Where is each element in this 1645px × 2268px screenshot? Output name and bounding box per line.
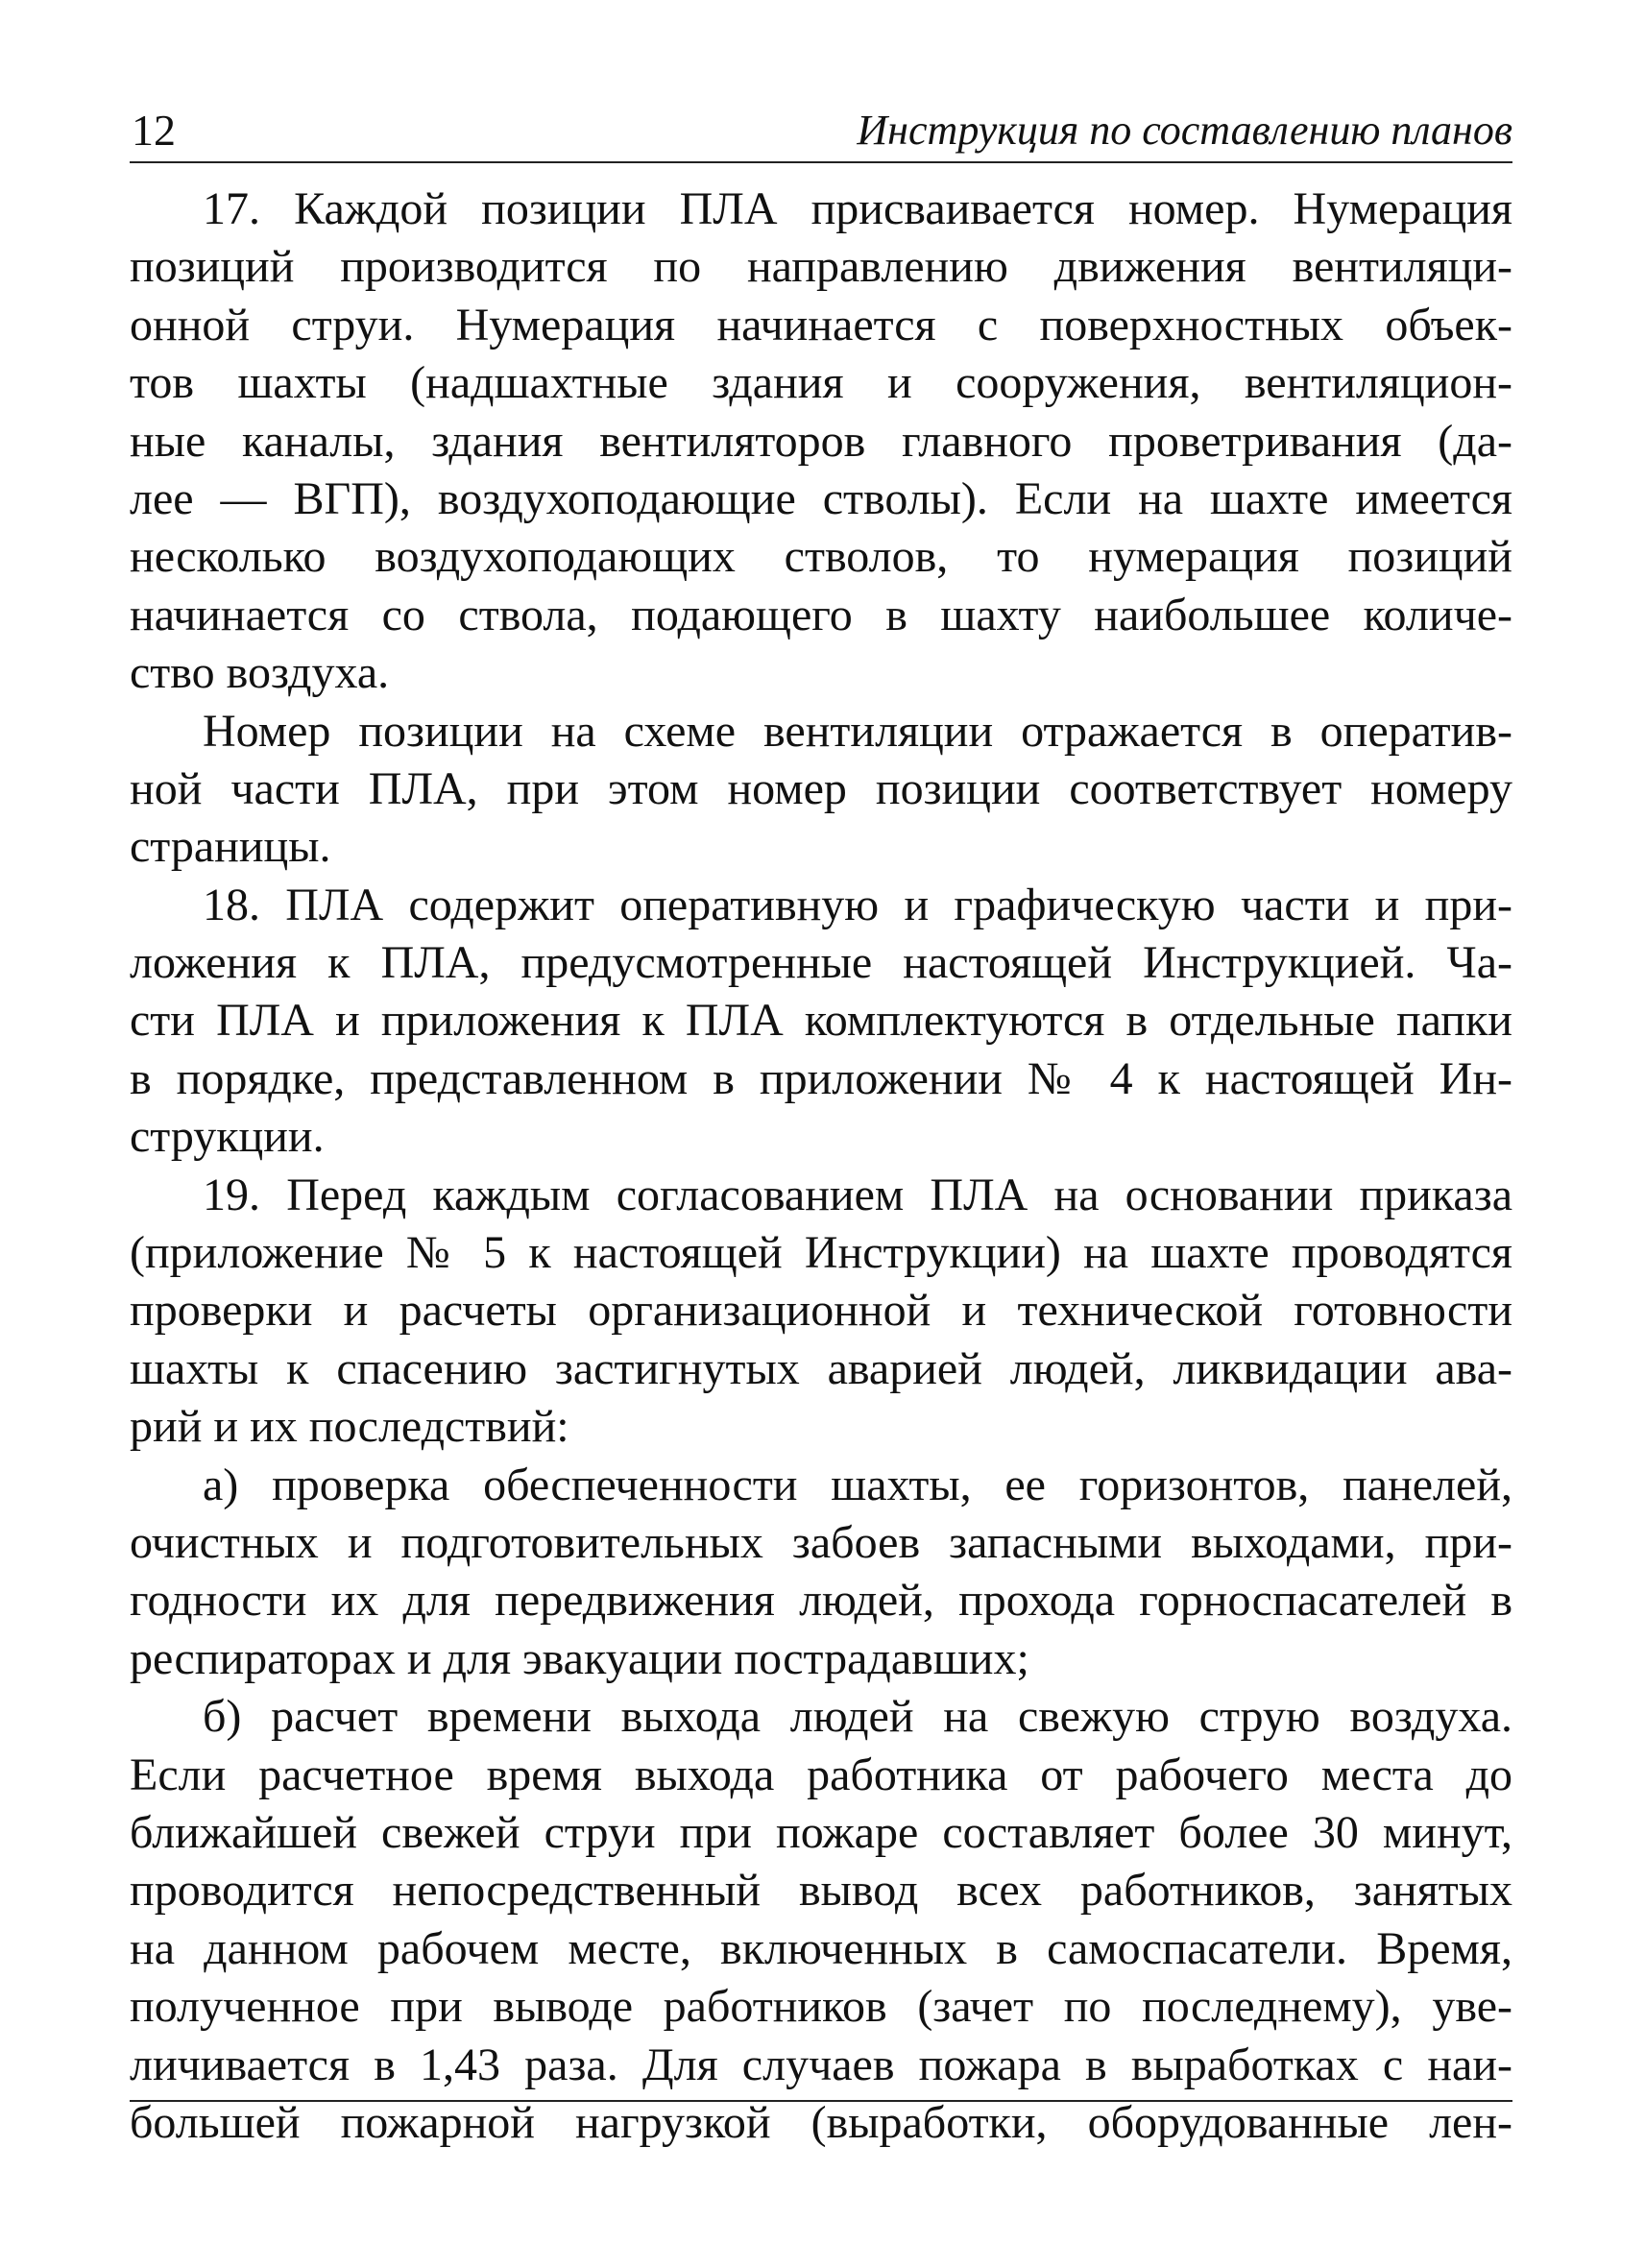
text-line: ство воздуха.: [130, 647, 390, 699]
text-line: 17. Каждой позиции ПЛА присваивается номер. Нумерация: [203, 183, 1512, 234]
text-line: начинается со ствола, подающего в шахту наибольшее количе-: [130, 589, 1512, 640]
text-line: шахты к спасению застигнутых аварией людей, ликвидации ава-: [130, 1342, 1512, 1394]
text-line: очистных и подготовительных забоев запасными выходами, при-: [130, 1516, 1512, 1568]
running-title: Инструкция по составлению планов: [857, 107, 1512, 154]
text-line: страницы.: [130, 821, 331, 873]
text-line: ближайшей свежей струи при пожаре составляет более 30 минут,: [130, 1806, 1512, 1858]
text-line: (приложение № 5 к настоящей Инструкции) на шахте проводятся: [130, 1227, 1512, 1279]
header-rule: [130, 161, 1512, 163]
text-line: рий и их последствий:: [130, 1401, 569, 1453]
text-line: полученное при выводе работников (зачет по последнему), уве-: [130, 1981, 1512, 2033]
body-text: [130, 181, 1512, 2152]
text-line: на данном рабочем месте, включенных в самоспасатели. Время,: [130, 1922, 1512, 1974]
text-line: позиций производится по направлению движения вентиляци-: [130, 241, 1512, 293]
text-line: годности их для передвижения людей, прохода горноспасателей в: [130, 1575, 1512, 1627]
footer-rule: [130, 2100, 1512, 2102]
text-line: ные каналы, здания вентиляторов главного проветривания (да-: [130, 415, 1512, 467]
text-line: 19. Перед каждым согласованием ПЛА на основании приказа: [203, 1169, 1512, 1220]
text-line: личивается в 1,43 раза. Для случаев пожара в выработках с наи-: [130, 2039, 1512, 2090]
page-number: 12: [132, 106, 176, 155]
text-line: несколько воздухоподающих стволов, то нумерация позиций: [130, 531, 1512, 583]
text-line: Если расчетное время выхода работника от рабочего места до: [130, 1749, 1512, 1800]
text-line: ложения к ПЛА, предусмотренные настоящей Инструкцией. Ча-: [130, 937, 1512, 989]
text-line: в порядке, представленном в приложении № 4 к настоящей Ин-: [130, 1052, 1512, 1104]
text-line: проводится непосредственный вывод всех работников, занятых: [130, 1865, 1512, 1917]
text-line: струкции.: [130, 1111, 325, 1163]
text-line: проверки и расчеты организационной и технической готовности: [130, 1285, 1512, 1337]
text-line: респираторах и для эвакуации пострадавших;: [130, 1632, 1029, 1684]
page-header: [130, 104, 1512, 163]
text-line: онной струи. Нумерация начинается с поверхностных объек-: [130, 299, 1512, 350]
text-line: большей пожарной нагрузкой (выработки, оборудованные лен-: [130, 2096, 1512, 2148]
text-line: лее — ВГП), воздухоподающие стволы). Если на шахте имеется: [130, 472, 1512, 524]
text-line: Номер позиции на схеме вентиляции отражается в оператив-: [203, 705, 1512, 757]
text-line: ной части ПЛА, при этом номер позиции соответствует номеру: [130, 762, 1512, 814]
text-line: 18. ПЛА содержит оперативную и графическую части и при-: [203, 879, 1512, 930]
text-line: сти ПЛА и приложения к ПЛА комплектуются в отдельные папки: [130, 995, 1512, 1047]
text-line: тов шахты (надшахтные здания и сооружения, вентиляцион-: [130, 357, 1512, 409]
text-line: а) проверка обеспеченности шахты, ее горизонтов, панелей,: [203, 1459, 1512, 1510]
text-line: б) расчет времени выхода людей на свежую струю воздуха.: [203, 1691, 1512, 1743]
